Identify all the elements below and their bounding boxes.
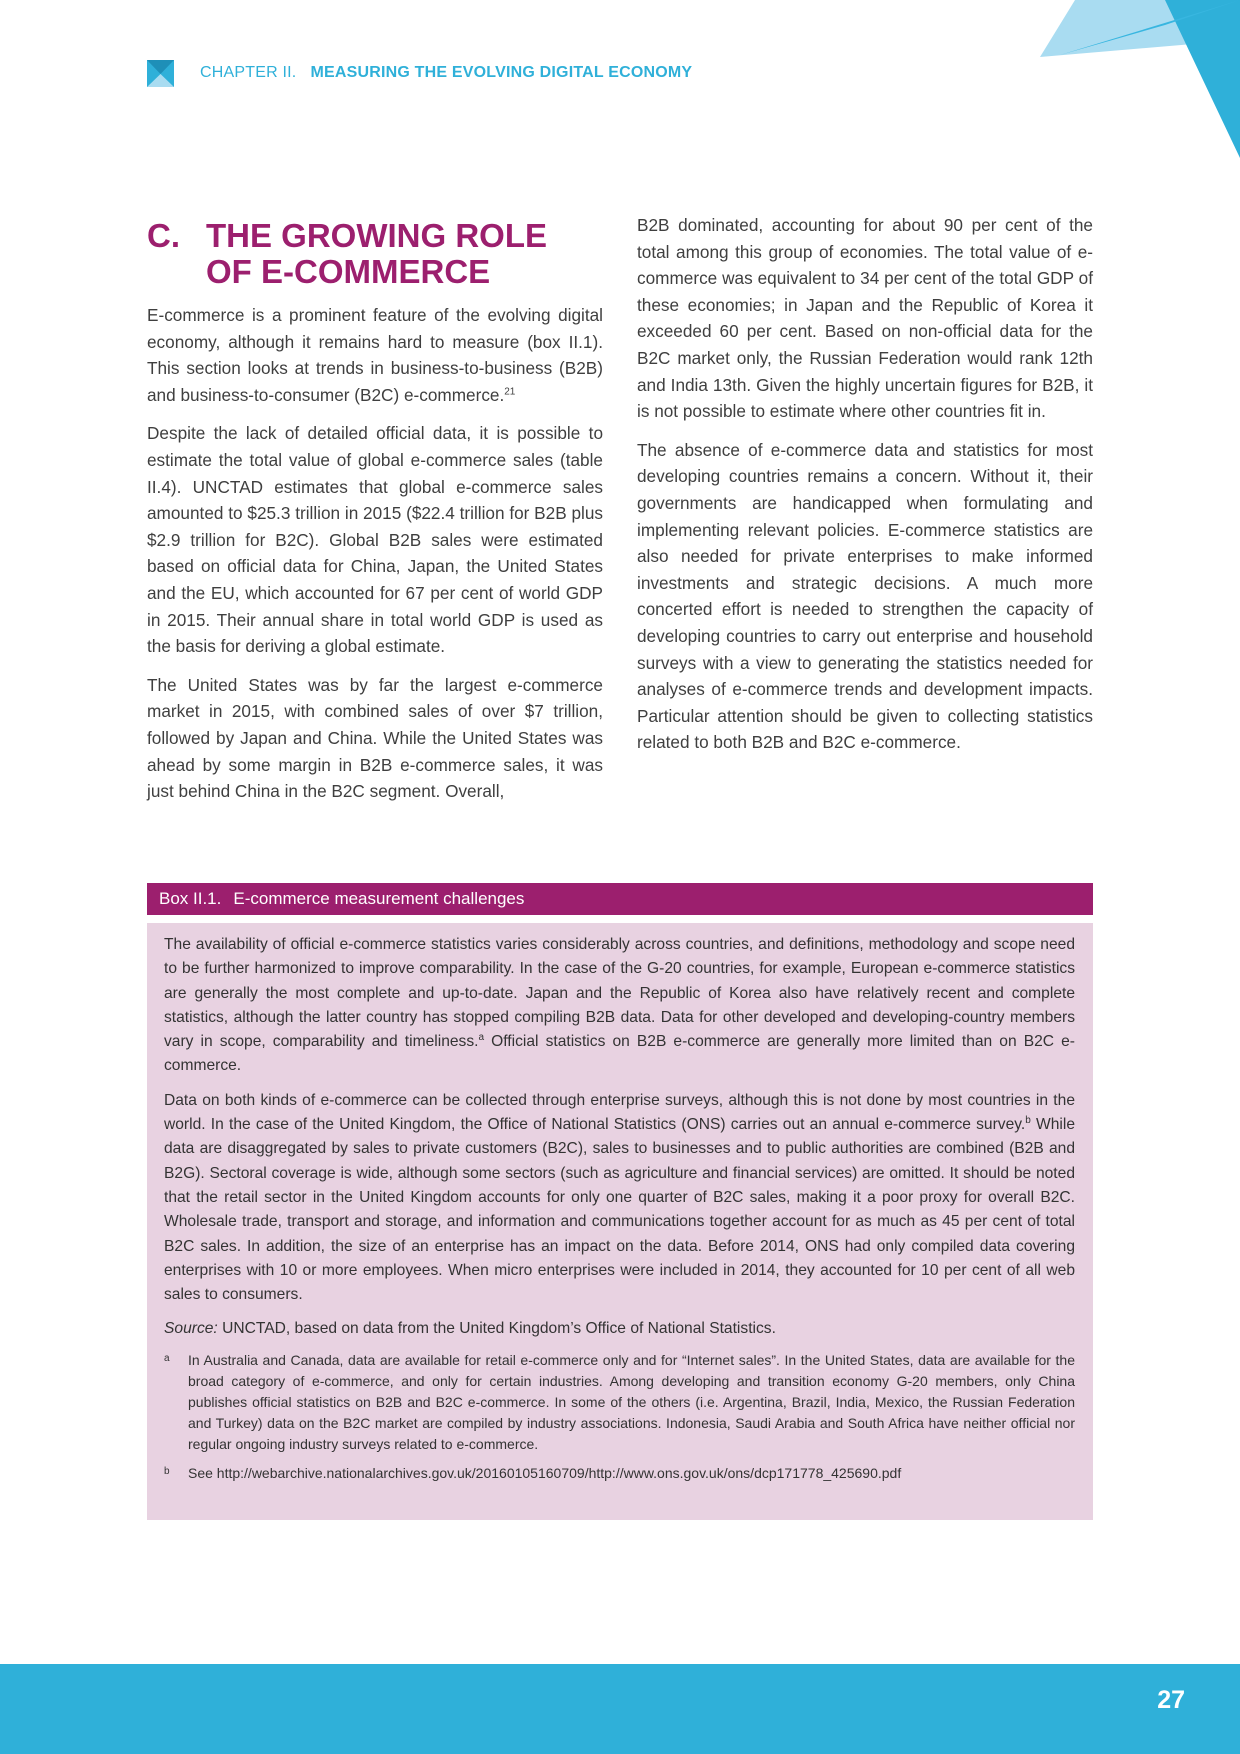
left-paragraph-1-text: E-commerce is a prominent feature of the evolving digital economy, although it remains hard to measure (box II.1). This section looks at trends in business-to-business (B2B) and business-to-consumer (B2C) e-commerce. bbox=[147, 305, 603, 405]
footnote-ref-21: 21 bbox=[504, 386, 516, 398]
chapter-header bbox=[147, 58, 692, 88]
chapter-square-icon bbox=[147, 60, 174, 87]
left-paragraph-2: Despite the lack of detailed official data, it is possible to estimate the total value of global e-commerce sales (table II.4). UNCTAD estimates that global e-commerce sales amounted to $25.3 trillion in 2015 ($22.4 trillion for B2B plus $2.9 trillion for B2C). Global B2B sales were estimated based on official data for China, Japan, the United States and the EU, which accounted for 67 per cent of world GDP in 2015. Their annual share in total world GDP is used as the basis for deriving a global estimate. bbox=[147, 423, 603, 657]
right-paragraph-2: The absence of e-commerce data and statistics for most developing countries remains a concern. Without it, their governments are handicapped when formulating and implementing relevant policies. E-commerce statistics are also needed for private enterprises to make informed investments and strategic decisions. A much more concerted effort is needed to strengthen the capacity of developing countries to carry out enterprise and household surveys with a view to generating the statistics needed for analyses of e-commerce trends and development impacts. Particular attention should be given to collecting statistics related to both B2B and B2C e-commerce. bbox=[637, 439, 1093, 753]
source-text: UNCTAD, based on data from the United Kingdom’s Office of National Statistics. bbox=[217, 1320, 776, 1338]
box-number: Box II.1. bbox=[159, 889, 222, 908]
corner-decoration bbox=[1020, 0, 1240, 160]
source-label: Source: bbox=[164, 1320, 218, 1338]
box-paragraph-1-text-a: The availability of official e-commerce statistics varies considerably across countries, and definitions, methodology and scope need to be further harmonized to improve comparability. In the case of the G-20 countries, for example, European e-commerce statistics are generally the most complete and up-to-date. Japan and the Republic of Korea also have relatively recent and complete statistics, although the latter country has stopped compiling B2B data. Data for other developed and developing-country members vary in scope, comparability and timeliness. bbox=[164, 936, 1075, 1051]
section-title bbox=[206, 218, 547, 290]
page-number: 27 bbox=[1157, 1686, 1185, 1714]
box-header bbox=[147, 883, 1093, 915]
chapter-title: MEASURING THE EVOLVING DIGITAL ECONOMY bbox=[310, 64, 693, 81]
footnote-mark: b bbox=[164, 1466, 170, 1478]
footnote-text: In Australia and Canada, data are available for retail e-commerce only and for “Internet sales”. In the United States, data are available for the broad category of e-commerce, and only for certain industries. Among developing and transition economy G-20 members, only China publishes official statistics on B2B and B2C e-commerce. In some of the others (i.e. Argentina, Brazil, India, Mexico, the Russian Federation and Turkey) data on the B2C market are compiled by industry associations. Indonesia, Saudi Arabia and South Africa have neither official nor regular ongoing industry surveys related to e-commerce. bbox=[188, 1352, 1075, 1453]
left-column bbox=[147, 218, 603, 817]
section-title-line2: OF E-COMMERCE bbox=[206, 253, 491, 290]
section-title-line1: THE GROWING ROLE bbox=[206, 217, 547, 254]
left-paragraph-1 bbox=[147, 302, 603, 408]
box-footnote-a bbox=[164, 1350, 1075, 1455]
right-paragraph-1: B2B dominated, accounting for about 90 per cent of the total among this group of economies. The total value of e-commerce was equivalent to 34 per cent of the total GDP of these economies; in Japan and the Republic of Korea it exceeded 60 per cent. Based on non-official data for the B2C market only, the Russian Federation would rank 12th and India 13th. Given the highly uncertain figures for B2B, it is not possible to estimate where other countries fit in. bbox=[637, 215, 1093, 422]
right-column bbox=[637, 212, 1093, 817]
box-paragraph-2 bbox=[164, 1089, 1075, 1308]
chapter-label: CHAPTER II. bbox=[200, 64, 297, 81]
footnote-ref-a: a bbox=[478, 1032, 485, 1043]
box-paragraph-2-text-a: Data on both kinds of e-commerce can be collected through enterprise surveys, although this is not done by most countries in the world. In the case of the United Kingdom, the Office of National Statistics (ONS) carries out an annual e-commerce survey. bbox=[164, 1091, 1075, 1134]
box-paragraph-2-text-b: While data are disaggregated by sales to private customers (B2C), sales to businesses and to public authorities are combined (B2B and B2G). Sectoral coverage is wide, although some sectors (such as agriculture and financial services) are omitted. It should be noted that the retail sector in the United Kingdom accounts for only one quarter of B2C sales, making it a poor proxy for overall B2C. Wholesale trade, transport and storage, and information and communications together account for as much as 45 per cent of total B2C sales. In addition, the size of an enterprise has an impact on the data. Before 2014, ONS had only compiled data covering enterprises with 10 or more employees. When micro enterprises were included in 2014, they accounted for 10 per cent of all web sales to consumers. bbox=[164, 1116, 1076, 1304]
box-paragraph-1 bbox=[164, 933, 1075, 1079]
footnote-mark: a bbox=[164, 1353, 170, 1365]
body-columns bbox=[147, 215, 1093, 817]
box-title: E-commerce measurement challenges bbox=[233, 889, 525, 908]
footnote-link-text[interactable]: See http://webarchive.nationalarchives.gov.uk/20160105160709/http://www.ons.gov.uk/ons/dcp171778_425690.pdf bbox=[188, 1465, 902, 1482]
box-source bbox=[164, 1317, 1075, 1341]
box-footnote-b bbox=[164, 1463, 1075, 1484]
box-paragraph-1-text-b: Official statistics on B2B e-commerce are generally more limited than on B2C e-commerce. bbox=[164, 1033, 1075, 1075]
footnote-ref-b: b bbox=[1025, 1114, 1031, 1126]
footer-bar bbox=[0, 1664, 1240, 1754]
left-paragraph-3: The United States was by far the largest e-commerce market in 2015, with combined sales of over $7 trillion, followed by Japan and China. While the United States was ahead by some margin in B2B e-commerce sales, it was just behind China in the B2C segment. Overall, bbox=[147, 674, 603, 802]
box-body bbox=[147, 923, 1093, 1520]
section-heading bbox=[147, 218, 603, 290]
section-letter: C. bbox=[147, 217, 180, 254]
